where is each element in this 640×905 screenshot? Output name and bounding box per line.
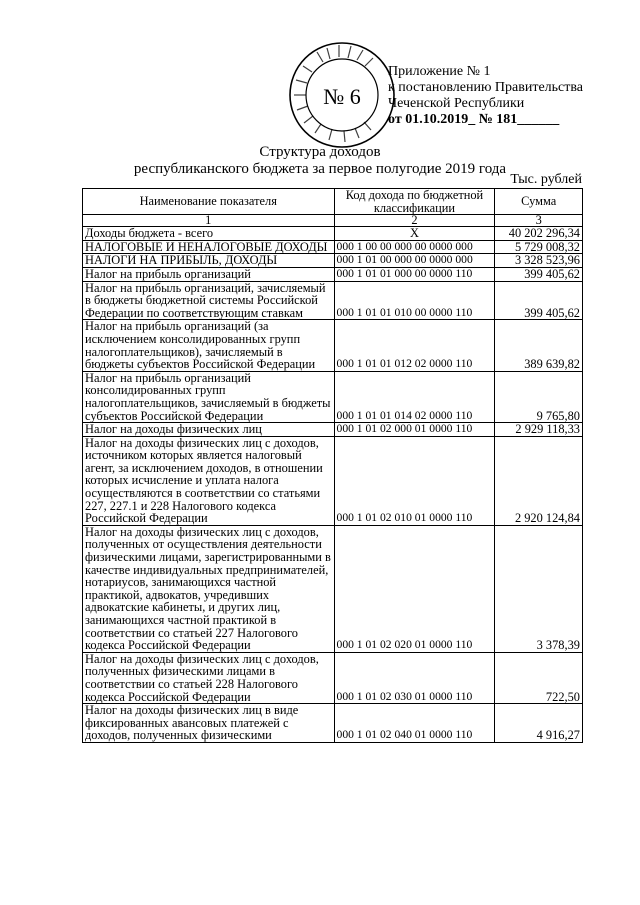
row-name: Налог на прибыль организаций, зачисляемый в бюджеты бюджетной системы Российской Федерации по соответствующим ставкам xyxy=(83,281,335,320)
row-sum: 40 202 296,34 xyxy=(495,227,583,241)
row-name: Налог на прибыль организаций xyxy=(83,267,335,281)
header-sum: Сумма xyxy=(495,189,583,215)
table-row xyxy=(83,281,583,320)
row-code: 000 1 01 02 030 01 0000 110 xyxy=(334,652,495,703)
annex-line-2: к постановлению Правительства xyxy=(388,80,584,95)
column-number-1: 1 xyxy=(83,215,335,227)
row-sum: 389 639,82 xyxy=(495,320,583,371)
table-row xyxy=(83,704,583,743)
table-row xyxy=(83,525,583,652)
table-row xyxy=(83,423,583,437)
revenue-table xyxy=(82,188,583,743)
row-name: Налог на доходы физических лиц с доходов, источником которых является налоговый агент, за исключением доходов, в отношении которых исчисление и уплата налога осуществляются в соответствии со статьями 227, 227.1 и 228 Налогового кодекса Российской Федерации xyxy=(83,436,335,525)
row-code: 000 1 01 00 000 00 0000 000 xyxy=(334,254,495,268)
row-name: Налог на доходы физических лиц с доходов, полученных от осуществления деятельности физическими лицами, зарегистрированными в качестве индивидуальных предпринимателей, нотариусов, занимающихся частной практикой, адвокатов, учредивших адвокатские кабинеты, и других лиц, занимающихся частной практикой в соответствии со статьей 227 Налогового кодекса Российской Федерации xyxy=(83,525,335,652)
stamp-number: № 6 xyxy=(323,84,361,109)
row-code: 000 1 01 02 040 01 0000 110 xyxy=(334,704,495,743)
row-name: Доходы бюджета - всего xyxy=(83,227,335,241)
row-code: 000 1 01 02 010 01 0000 110 xyxy=(334,436,495,525)
row-sum: 5 729 008,32 xyxy=(495,240,583,254)
table-row xyxy=(83,254,583,268)
header-name: Наименование показателя xyxy=(83,189,335,215)
table-row xyxy=(83,652,583,703)
row-code: 000 1 00 00 000 00 0000 000 xyxy=(334,240,495,254)
column-number-2: 2 xyxy=(334,215,495,227)
row-sum: 399 405,62 xyxy=(495,281,583,320)
annex-order-line: от 01.10.2019_ № 181______ xyxy=(388,112,560,127)
annex-block xyxy=(388,64,583,128)
row-name: Налог на прибыль организаций (за исключением консолидированных групп налогоплательщиков), зачисляемый в бюджеты субъектов Российской Федерации xyxy=(83,320,335,371)
stamp-seal xyxy=(287,40,397,150)
table-row xyxy=(83,371,583,422)
row-sum: 2 929 118,33 xyxy=(495,423,583,437)
unit-label: Тыс. рублей xyxy=(510,172,582,187)
row-sum: 722,50 xyxy=(495,652,583,703)
row-code: 000 1 01 02 000 01 0000 110 xyxy=(334,423,495,437)
row-name: Налог на прибыль организаций консолидированных групп налогоплательщиков, зачисляемый в бюджеты субъектов Российской Федерации xyxy=(83,371,335,422)
table-row xyxy=(83,227,583,241)
row-name: Налог на доходы физических лиц xyxy=(83,423,335,437)
table-number-row xyxy=(83,215,583,227)
table-header-row xyxy=(83,189,583,215)
row-name: Налог на доходы физических лиц с доходов, полученных физическими лицами в соответствии со статьей 228 Налогового кодекса Российской Федерации xyxy=(83,652,335,703)
table-row xyxy=(83,320,583,371)
row-sum: 2 920 124,84 xyxy=(495,436,583,525)
row-code: 000 1 01 01 000 00 0000 110 xyxy=(334,267,495,281)
row-code: X xyxy=(334,227,495,241)
row-code: 000 1 01 02 020 01 0000 110 xyxy=(334,525,495,652)
row-sum: 3 328 523,96 xyxy=(495,254,583,268)
table-row xyxy=(83,240,583,254)
row-code: 000 1 01 01 010 00 0000 110 xyxy=(334,281,495,320)
row-sum: 3 378,39 xyxy=(495,525,583,652)
table-row xyxy=(83,436,583,525)
table-row xyxy=(83,267,583,281)
annex-line-1: Приложение № 1 xyxy=(388,64,491,79)
row-code: 000 1 01 01 012 02 0000 110 xyxy=(334,320,495,371)
column-number-3: 3 xyxy=(495,215,583,227)
title-line-1: Структура доходов xyxy=(259,144,381,160)
row-code: 000 1 01 01 014 02 0000 110 xyxy=(334,371,495,422)
row-sum: 9 765,80 xyxy=(495,371,583,422)
row-name: Налог на доходы физических лиц в виде фиксированных авансовых платежей с доходов, полученных физическими xyxy=(83,704,335,743)
row-sum: 4 916,27 xyxy=(495,704,583,743)
title-line-2: республиканского бюджета за первое полугодие 2019 года xyxy=(133,161,507,177)
row-sum: 399 405,62 xyxy=(495,267,583,281)
row-name: НАЛОГОВЫЕ И НЕНАЛОГОВЫЕ ДОХОДЫ xyxy=(83,240,335,254)
row-name: НАЛОГИ НА ПРИБЫЛЬ, ДОХОДЫ xyxy=(83,254,335,268)
annex-line-3: Чеченской Республики xyxy=(388,96,525,111)
header-code: Код дохода по бюджетной классификации xyxy=(334,189,495,215)
